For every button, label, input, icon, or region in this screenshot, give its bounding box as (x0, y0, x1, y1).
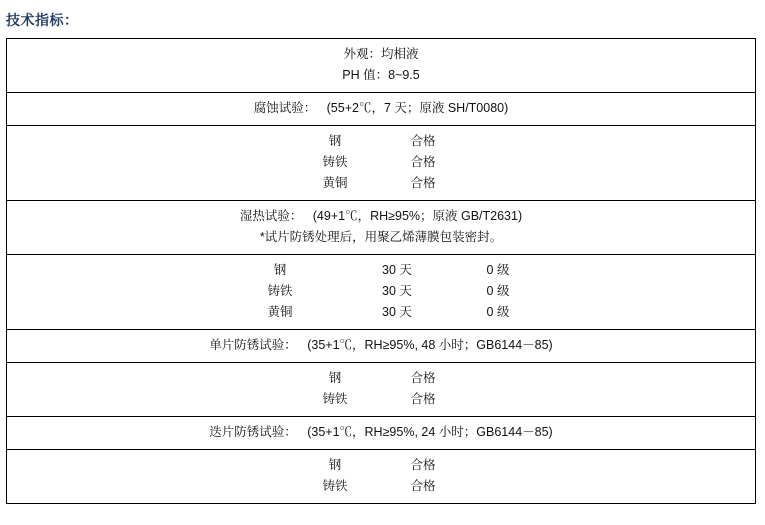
metal-name: 铸铁 (322, 155, 348, 169)
result-duration: 30 天 (382, 263, 412, 277)
result-grade: 0 级 (486, 263, 510, 277)
metal-name: 黄铜 (267, 305, 293, 319)
result-subrow (7, 131, 755, 152)
corrosion-test-results-block (7, 126, 755, 200)
corrosion-test-condition-block (7, 93, 755, 125)
metal-name: 铸铁 (322, 479, 348, 493)
table-row (7, 417, 756, 450)
result-value: 合格 (410, 392, 436, 406)
humidity-test-results-block (7, 255, 755, 329)
technical-specifications-table (6, 38, 756, 504)
result-value: 合格 (410, 176, 436, 190)
stacked-sheet-rust-test-condition-cell (7, 417, 756, 450)
metal-name: 钢 (328, 458, 342, 472)
humidity-test-results-cell (7, 255, 756, 330)
result-subrow (7, 455, 755, 476)
corrosion-test-results-cell (7, 126, 756, 201)
stacked-sheet-rust-test-results-cell (7, 450, 756, 504)
humidity-test-condition-line: 湿热试验： (49+1℃，RH≥95%；原液 GB/T2631) (239, 209, 523, 223)
stacked-sheet-rust-test-condition-block (7, 417, 755, 449)
result-subrow (7, 173, 755, 194)
result-duration: 30 天 (382, 284, 412, 298)
result-value: 合格 (410, 458, 436, 472)
single-sheet-rust-test-condition-cell (7, 330, 756, 363)
result-duration: 30 天 (382, 305, 412, 319)
single-sheet-rust-test-results-cell (7, 363, 756, 417)
metal-name: 铸铁 (267, 284, 293, 298)
result-grade: 0 级 (486, 284, 510, 298)
appearance-line: 外观：均相液 (343, 47, 419, 61)
result-value: 合格 (410, 479, 436, 493)
single-sheet-rust-test-condition-block (7, 330, 755, 362)
result-subrow (7, 476, 755, 497)
table-body (7, 39, 756, 504)
humidity-test-condition-block (7, 201, 755, 254)
table-row (7, 93, 756, 126)
humidity-test-condition-cell (7, 201, 756, 255)
table-row (7, 450, 756, 504)
table-row (7, 363, 756, 417)
result-subrow (7, 152, 755, 173)
metal-name: 铸铁 (322, 392, 348, 406)
metal-name: 钢 (328, 134, 342, 148)
table-row (7, 255, 756, 330)
stacked-sheet-rust-test-condition-line: 迭片防锈试验： (35+1℃，RH≥95%, 24 小时；GB6144－85) (209, 425, 553, 439)
metal-name: 黄铜 (322, 176, 348, 190)
metal-name: 钢 (273, 263, 287, 277)
result-subrow (7, 302, 755, 323)
result-subrow (7, 368, 755, 389)
corrosion-test-condition-line: 腐蚀试验： (55+2℃，7 天；原液 SH/T0080) (253, 101, 509, 115)
table-row (7, 126, 756, 201)
result-value: 合格 (410, 134, 436, 148)
result-grade: 0 级 (486, 305, 510, 319)
appearance-ph-cell (7, 39, 756, 93)
result-subrow (7, 281, 755, 302)
stacked-sheet-rust-test-results-block (7, 450, 755, 503)
table-row (7, 201, 756, 255)
result-subrow (7, 389, 755, 410)
table-row (7, 330, 756, 363)
appearance-ph-block (7, 39, 755, 92)
table-row (7, 39, 756, 93)
result-value: 合格 (410, 371, 436, 385)
corrosion-test-condition-cell (7, 93, 756, 126)
page-title: 技术指标： (6, 12, 79, 28)
ph-line: PH 值：8~9.5 (342, 68, 420, 82)
result-subrow (7, 260, 755, 281)
single-sheet-rust-test-results-block (7, 363, 755, 416)
humidity-test-note-line: *试片防锈处理后，用聚乙烯薄膜包装密封。 (259, 230, 503, 244)
result-value: 合格 (410, 155, 436, 169)
single-sheet-rust-test-condition-line: 单片防锈试验： (35+1℃，RH≥95%, 48 小时；GB6144－85) (209, 338, 553, 352)
metal-name: 钢 (328, 371, 342, 385)
